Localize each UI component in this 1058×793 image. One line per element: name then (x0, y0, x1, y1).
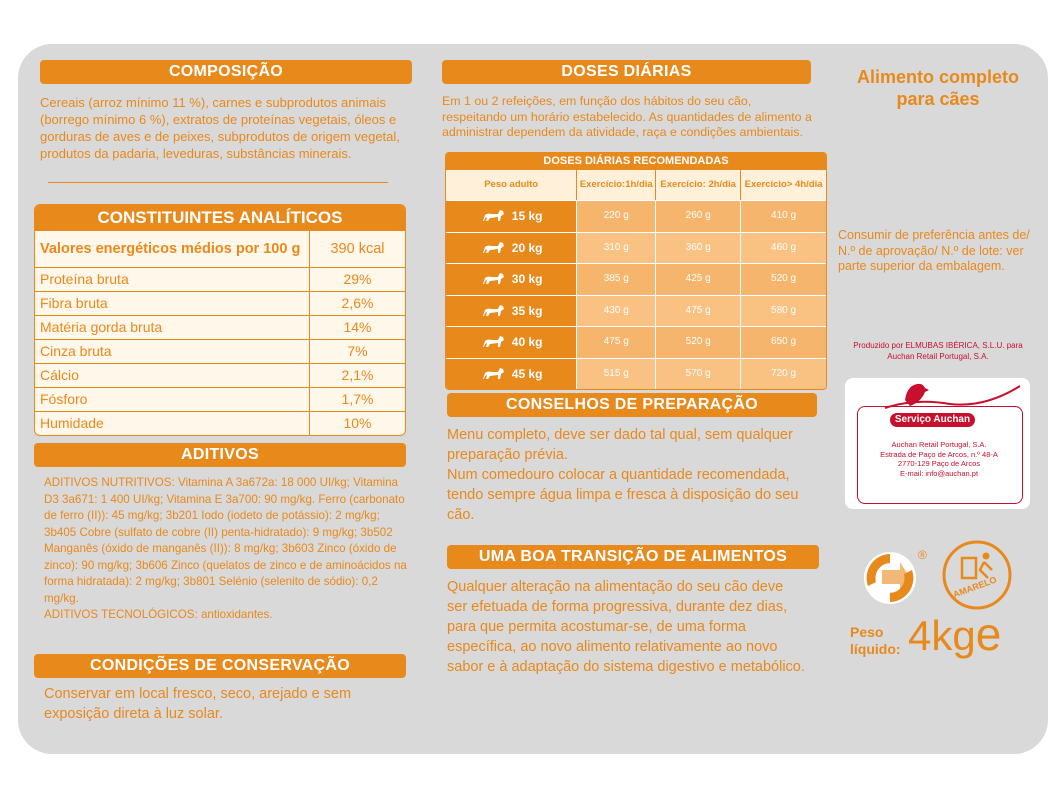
doses-row (446, 200, 826, 232)
amarelo-label: AMARELO (951, 574, 998, 600)
consumir-text: Consumir de preferência antes de/ N.º de aprovação/ N.º de lote: ver parte superior da embalagem. (838, 228, 1030, 273)
dog-icon (480, 239, 506, 257)
aditivos-header: ADITIVOS (34, 443, 406, 467)
analitico-value: 10% (343, 415, 372, 431)
dose-cell: 720 g (740, 359, 826, 390)
analitico-value: 2,6% (341, 295, 374, 311)
weight-label: 40 kg (511, 335, 543, 350)
address-line: E-mail: info@auchan.pt (899, 468, 979, 478)
weight-cell (446, 264, 576, 295)
composicao-header: COMPOSIÇÃO (40, 60, 412, 84)
servico-auchan-label: Serviço Auchan (890, 413, 975, 427)
peso-number: 4kg (908, 612, 976, 659)
doses-header: DOSES DIÁRIAS (442, 60, 811, 84)
left-column (40, 60, 412, 183)
analitico-value: 29% (343, 271, 372, 287)
analitico-value: 14% (343, 319, 372, 335)
analitico-value: 7% (347, 343, 368, 359)
analitico-label: Proteína bruta (35, 268, 310, 291)
headline: Alimento completo para cães (856, 67, 1019, 109)
col-header: Exercício: 2h/dia (655, 170, 740, 200)
weight-label: 30 kg (511, 272, 543, 287)
dose-cell: 360 g (655, 233, 740, 264)
analitico-label: Cálcio (35, 364, 310, 387)
constituintes-header: CONSTITUINTES ANALÍTICOS (35, 205, 405, 231)
doses-row (446, 326, 826, 358)
doses-table-columns (446, 170, 826, 200)
dose-cell: 580 g (740, 296, 826, 327)
dose-cell: 475 g (655, 296, 740, 327)
auchan-service-card (845, 378, 1030, 509)
conservacao-text: Conservar em local fresco, seco, arejado e sem exposição direta à luz solar. (44, 686, 352, 722)
separator (48, 182, 388, 183)
aditivos-section (34, 443, 406, 624)
analitico-label: Cinza bruta (35, 340, 310, 363)
col-header: Exercício> 4h/dia (740, 170, 826, 200)
conselhos-header: CONSELHOS DE PREPARAÇÃO (447, 393, 817, 417)
dose-cell: 520 g (740, 264, 826, 295)
transicao-header: UMA BOA TRANSIÇÃO DE ALIMENTOS (447, 545, 819, 569)
weight-cell (446, 359, 576, 390)
analitico-row (35, 411, 405, 435)
energy-value: 390 kcal (330, 241, 385, 257)
doses-table-rows (446, 200, 826, 389)
aditivos-tecnologicos: ADITIVOS TECNOLÓGICOS: antioxidantes. (44, 608, 273, 621)
dose-cell: 310 g (576, 233, 655, 264)
weight-label: 15 kg (511, 209, 543, 224)
registered-mark: ® (918, 548, 927, 562)
weight-cell (446, 233, 576, 264)
analitico-row (35, 387, 405, 411)
doses-row (446, 358, 826, 390)
dose-cell: 220 g (576, 201, 655, 232)
analitico-label: Fibra bruta (35, 292, 310, 315)
dog-icon (480, 270, 506, 288)
constituintes-table (34, 204, 406, 436)
conservacao-header: CONDIÇÕES DE CONSERVAÇÃO (34, 654, 406, 678)
auchan-address (859, 440, 1019, 478)
analitico-label: Fósforo (35, 388, 310, 411)
address-line: 2770-129 Paço de Arcos (897, 459, 981, 468)
doses-row (446, 263, 826, 295)
doses-section (442, 60, 811, 141)
col-header: Exercício:1h/dia (576, 170, 655, 200)
weight-label: 20 kg (511, 240, 543, 255)
composicao-text: Cereais (arroz mínimo 11 %), carnes e subprodutos animais (borrego mínimo 6 %), extratos de proteínas vegetais, óleos e gorduras de aves e de peixes, subprodutos de origem vegetal, produtos da padaria, leveduras, substâncias minerais. (40, 95, 400, 161)
dose-cell: 385 g (576, 264, 655, 295)
constituintes-rows (35, 267, 405, 435)
energy-row (35, 231, 405, 267)
dog-icon (480, 302, 506, 320)
weight-label: 45 kg (511, 366, 543, 381)
weight-cell (446, 327, 576, 358)
address-line: Auchan Retail Portugal, S.A. (891, 440, 987, 449)
aditivos-text: ADITIVOS NUTRITIVOS: Vitamina A 3a672a: 18 000 UI/kg; Vitamina D3 3a671: 1 400 UI/kg; Vitamina E 3a700: 90 mg/kg. Ferro (carbonato de ferro (II)): 45 mg/kg; 3b201 Iodo (iodeto de potássio): 2 mg/kg; 3b405 Cobre (sulfato de cobre (II) penta-hidratado): 9 mg/kg; 3b502 Manganês (óxido de manganês (II)): 8 mg/kg; 3b603 Zinco (óxido de zinco): 90 mg/kg; 3b606 Zinco (quelatos de zinco e de aminoácidos na forma hidratada): 2 mg/kg; 3b801 Selénio (selenito de sódio): 0,2 mg/kg. (44, 476, 407, 605)
address-line: Estrada de Paço de Arcos, n.º 48-A (880, 449, 998, 459)
peso-label: Peso líquido: (850, 624, 901, 657)
conselhos-text: Menu completo, deve ser dado tal qual, sem qualquer preparação prévia. (447, 427, 793, 463)
doses-table (445, 152, 827, 390)
dog-icon (480, 333, 506, 351)
col-header: Peso adulto (484, 179, 539, 190)
weight-cell (446, 201, 576, 232)
produzido-text: Produzido por ELMUBAS IBÉRICA, S.L.U. para Auchan Retail Portugal, S.A. (853, 341, 1023, 361)
recycle-bin-icon (940, 538, 1014, 612)
dose-cell: 425 g (655, 264, 740, 295)
conservacao-section (34, 654, 406, 724)
conselhos-section (447, 393, 817, 525)
dose-cell: 430 g (576, 296, 655, 327)
dose-cell: 260 g (655, 201, 740, 232)
dog-icon (480, 365, 506, 383)
doses-row (446, 232, 826, 264)
conselhos-text2: Num comedouro colocar a quantidade recomendada, tendo sempre água limpa e fresca à disposição do seu cão. (447, 467, 799, 523)
weight-cell (446, 296, 576, 327)
analitico-value: 2,1% (341, 367, 374, 383)
dose-cell: 475 g (576, 327, 655, 358)
peso-value (908, 610, 1001, 660)
analitico-row (35, 363, 405, 387)
weight-label: 35 kg (511, 303, 543, 318)
analitico-value: 1,7% (341, 391, 374, 407)
dog-icon (480, 207, 506, 225)
analitico-row (35, 291, 405, 315)
analitico-label: Humidade (35, 412, 310, 435)
dose-cell: 410 g (740, 201, 826, 232)
energy-label: Valores energéticos médios por 100 g (35, 231, 310, 267)
dose-cell: 570 g (655, 359, 740, 390)
doses-text: Em 1 ou 2 refeições, em função dos hábitos do seu cão, respeitando um horário estabelecido. As quantidades de alimento a administrar dependem da atividade, raça e condições ambientais. (442, 94, 812, 139)
analitico-row (35, 339, 405, 363)
transicao-text: Qualquer alteração na alimentação do seu cão deve ser efetuada de forma progressiva, durante dez dias, para que permita acostumar-se, de uma forma específica, ao novo alimento relativamente ao novo sabor e à adaptação do sistema digestivo e metabólico. (447, 579, 805, 675)
dose-cell: 650 g (740, 327, 826, 358)
doses-row (446, 295, 826, 327)
analitico-row (35, 315, 405, 339)
dose-cell: 520 g (655, 327, 740, 358)
dose-cell: 515 g (576, 359, 655, 390)
doses-table-title: DOSES DIÁRIAS RECOMENDADAS (446, 153, 826, 170)
analitico-row (35, 267, 405, 291)
dose-cell: 460 g (740, 233, 826, 264)
analitico-label: Matéria gorda bruta (35, 316, 310, 339)
estimated-sign: e (975, 608, 1002, 660)
transicao-section (447, 545, 819, 677)
